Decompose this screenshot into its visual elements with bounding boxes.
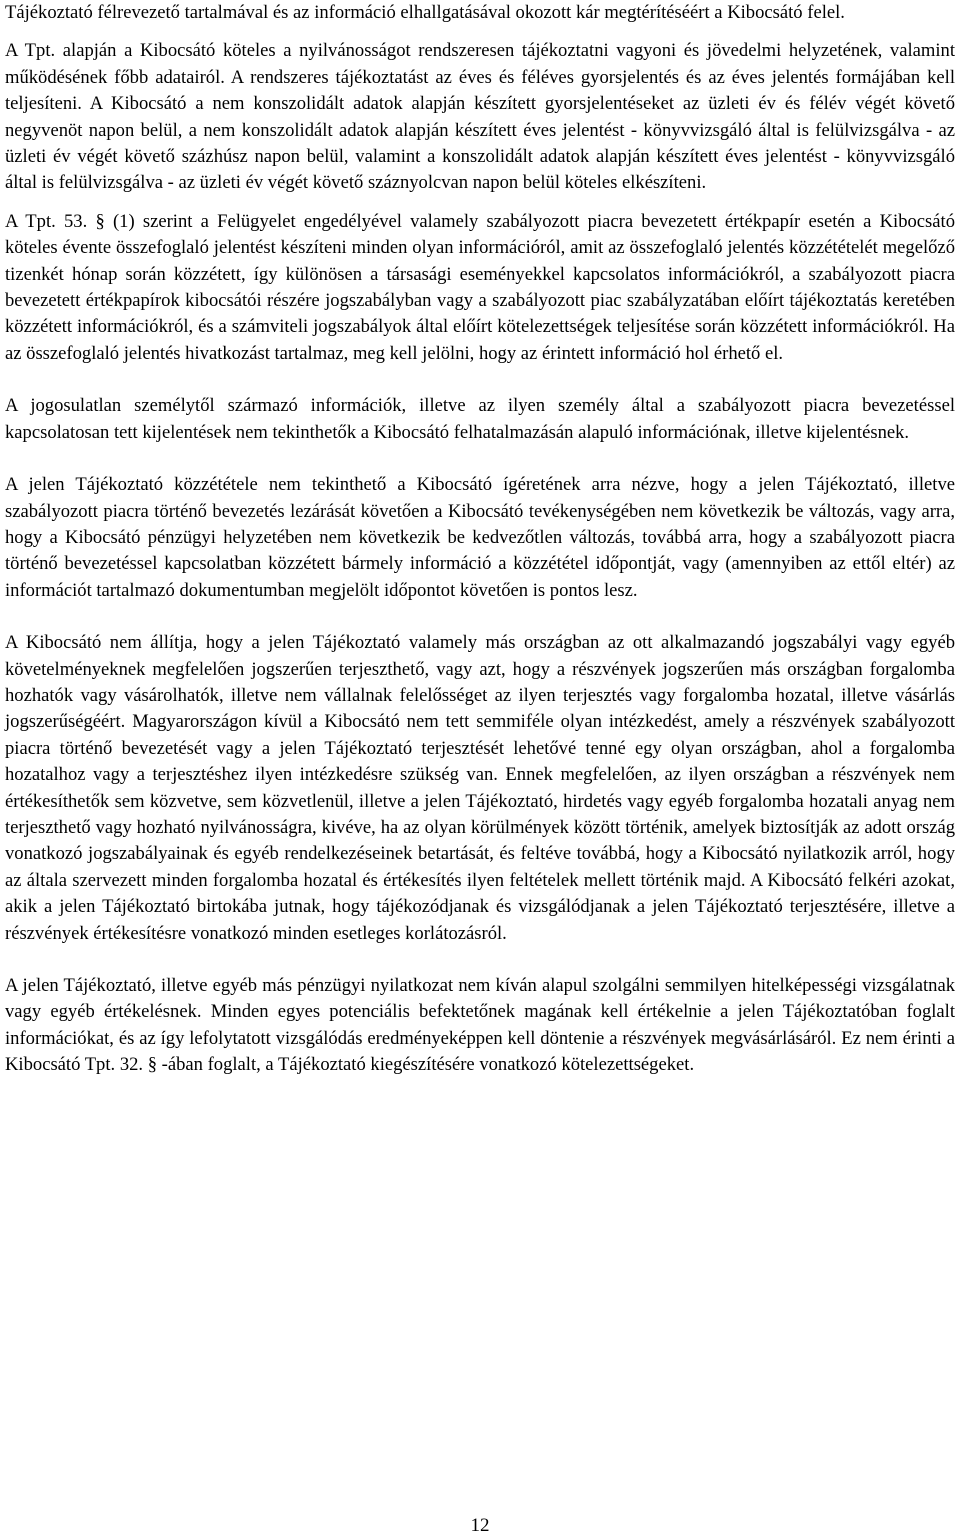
page-number: 12 [470, 1515, 490, 1536]
document-page [5, 0, 955, 1079]
paragraph-no-promise: A jelen Tájékoztató közzététele nem tekinthető a Kibocsátó ígéretének arra nézve, hogy a jelen Tájékoztató, illetve szabályozott piacra történő bevezetés lezárását követően a Kibocsátó tevékenységében nem következik be változás, vagy arra, hogy a Kibocsátó pénzügyi helyzetében nem következik be kedvezőtlen változás, továbbá arra, hogy a szabályozott piacra történő bevezetéssel kapcsolatban közzétett bármely információ a közzététel időpontját, vagy (amennyiben az ettől eltér) az információt tartalmazó dokumentumban megjelölt időpontot követően is pontos lesz. [5, 474, 955, 601]
paragraph-foreign-distribution: A Kibocsátó nem állítja, hogy a jelen Tájékoztató valamely más országban az ott alkalmazandó jogszabályi vagy egyéb követelményeknek megfelelően jogszerűen terjeszthető, vagy azt, hogy a részvények jogszerűen más országban forgalomba hozhatók vagy vásárolhatók, illetve nem vállalnak felelősséget az ilyen terjesztés vagy forgalomba hozatal, illetve vásárlás jogszerűségéért. Magyarországon kívül a Kibocsátó nem tett semmiféle olyan intézkedést, amely a részvények szabályozott piacra történő bevezetését vagy a jelen Tájékoztató terjesztését lehetővé tenné egy olyan országban, ahol a forgalomba hozatalhoz vagy a terjesztéshez ilyen intézkedésre szükség van. Ennek megfelelően, az ilyen országban a részvények nem értékesíthetők sem közvetve, sem közvetlenül, illetve a jelen Tájékoztató, hirdetés vagy egyéb forgalomba hozatali anyag nem terjeszthető vagy hozható nyilvánosságra, kivéve, ha az olyan körülmények között történik, amelyek biztosítják az adott ország vonatkozó jogszabályainak és egyéb rendelkezéseinek betartását, és feltéve továbbá, hogy a Kibocsátó nyilatkozik arról, hogy az általa szervezett minden forgalomba hozatal és értékesítés ilyen feltételek mellett történik majd. A Kibocsátó felkéri azokat, akik a jelen Tájékoztató birtokába jutnak, hogy tájékozódjanak és vizsgálódjanak a jelen Tájékoztató terjesztésére, illetve a részvények értékesítésre vonatkozó minden esetleges korlátozásról. [5, 632, 955, 944]
paragraph-summary-report: A Tpt. 53. § (1) szerint a Felügyelet engedélyével valamely szabályozott piacra bevezetett értékpapír esetén a Kibocsátó köteles évente összefoglaló jelentést készíteni minden olyan információról, amit az összefoglaló jelentés közzétételét megelőző tizenkét hónap során közzétett, így különösen a társasági eseményekkel kapcsolatos információkról, a szabályozott piacra bevezetett értékpapírok kibocsátói részére jogszabályban vagy a szabályozott piac szabályzatában előírt tájékoztatás keretében közzétett információkról, és a számviteli jogszabályok által előírt kötelezettségek teljesítése során közzétett információkról. Ha az összefoglaló jelentés hivatkozást tartalmaz, meg kell jelölni, hogy az érintett információ hol érhető el. [5, 210, 955, 364]
paragraph-reporting-obligations: A Tpt. alapján a Kibocsátó köteles a nyilvánosságot rendszeresen tájékoztatni vagyoni és jövedelmi helyzetének, valamint működésének főbb adatairól. A rendszeres tájékoztatást az éves és féléves gyorsjelentés és az éves jelentés formájában kell teljesíteni. A Kibocsátó a nem konszolidált adatok alapján készített gyorsjelentéseket az üzleti év és félév végét követő negyvenöt napon belül, a nem konszolidált adatok alapján készített éves jelentést - könyvvizsgáló által is felülvizsgálva - az üzleti év végét követő százhúsz napon belül, valamint a konszolidált adatok alapján készített éves jelentést - könyvvizsgáló által is felülvizsgálva - az üzleti év végét követő száznyolcvan napon belül köteles elkészíteni. [5, 40, 955, 194]
paragraph-liability: Tájékoztató félrevezető tartalmával és az információ elhallgatásával okozott kár megtérítéséért a Kibocsátó felel. [5, 2, 845, 23]
paragraph-unauthorized-information: A jogosulatlan személytől származó információk, illetve az ilyen személy által a szabályozott piacra bevezetéssel kapcsolatosan tett kijelentések nem tekinthetők a Kibocsátó felhatalmazásán alapuló információnak, illetve kijelentésnek. [5, 395, 955, 443]
paragraph-no-credit-assessment: A jelen Tájékoztató, illetve egyéb más pénzügyi nyilatkozat nem kíván alapul szolgálni semmilyen hitelképességi vizsgálatnak vagy egyéb értékelésnek. Minden egyes potenciális befektetőnek magának kell értékelnie a jelen Tájékoztatóban foglalt információkat, és az így lefolytatott vizsgálódás eredményeképpen kell döntenie a részvények megvásárlásáról. Ez nem érinti a Kibocsátó Tpt. 32. § -ában foglalt, a Tájékoztató kiegészítésére vonatkozó kötelezettségeket. [5, 975, 955, 1076]
